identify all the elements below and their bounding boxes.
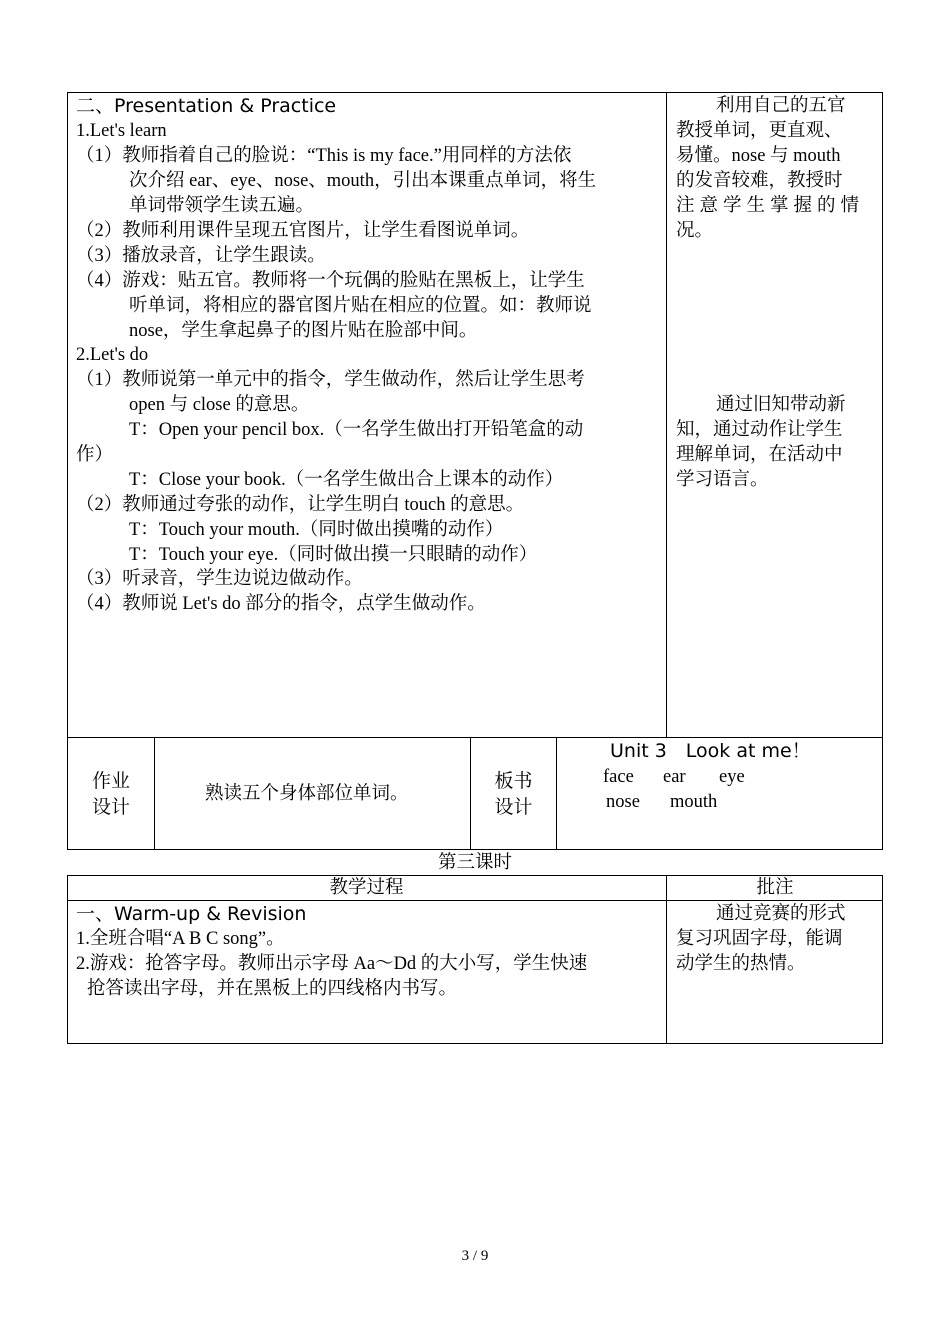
homework-label-line: 作业 — [91, 770, 130, 792]
note-line: 理解单词，在活动中 — [676, 445, 843, 465]
page-number: 3 / 9 — [461, 1248, 489, 1264]
board-label-line: 板书 — [494, 770, 533, 792]
note-line: 通过竞赛的形式 — [716, 904, 846, 924]
homework-divider-3 — [556, 737, 557, 850]
lesson3-line: 抢答读出字母，并在黑板上的四线格内书写。 — [87, 979, 458, 999]
note-line: 易懂。nose 与 mouth — [676, 146, 841, 166]
board-word: face — [603, 767, 634, 787]
lesson2-line: （1）教师说第一单元中的指令，学生做动作，然后让学生思考 — [76, 370, 585, 390]
lesson3-line: 2.游戏：抢答字母。教师出示字母 Aa～Dd 的大小写，学生快速 — [76, 954, 588, 974]
board-title: Unit 3 Look at me！ — [610, 740, 811, 762]
lesson2-line: （3）播放录音，让学生跟读。 — [76, 246, 326, 266]
note-line: 况。 — [676, 221, 714, 241]
board-label-line: 设计 — [494, 796, 533, 818]
lesson2-note-2 — [676, 393, 874, 493]
lesson3-note — [676, 902, 874, 977]
board-word: nose — [606, 792, 640, 812]
column-header-notes: 批注 — [756, 877, 794, 898]
lesson2-note-1 — [676, 94, 874, 244]
note-line: 教授单词，更直观、 — [676, 121, 843, 141]
note-line: 复习巩固字母，能调 — [676, 929, 843, 949]
lesson2-line: （3）听录音，学生边说边做动作。 — [76, 569, 363, 589]
lesson2-line: T：Touch your eye.（同时做出摸一只眼睛的动作） — [129, 545, 538, 565]
lesson3-title: 第三课时 — [437, 852, 512, 873]
lesson2-line: 2.Let's do — [76, 345, 149, 365]
lesson2-line: 单词带领学生读五遍。 — [129, 196, 315, 216]
board-label — [471, 768, 556, 820]
lesson2-line: （2）教师通过夸张的动作，让学生明白 touch 的意思。 — [76, 495, 525, 515]
lesson2-line: T：Touch your mouth.（同时做出摸嘴的动作） — [129, 520, 504, 540]
lesson2-line: T：Open your pencil box.（一名学生做出打开铅笔盒的动 — [129, 420, 584, 440]
lesson3-line: 1.全班合唱“A B C song”。 — [76, 929, 285, 949]
note-line: 动学生的热情。 — [676, 954, 806, 974]
lesson2-column-divider — [666, 92, 667, 738]
note-line: 注意学生掌握的情 — [676, 196, 865, 216]
column-header-process: 教学过程 — [329, 877, 404, 898]
homework-divider-1 — [154, 737, 155, 850]
lesson3-heading: 一、Warm-up & Revision — [76, 903, 307, 925]
lesson2-line: （4）游戏：贴五官。教师将一个玩偶的脸贴在黑板上，让学生 — [76, 271, 585, 291]
board-word: ear — [663, 767, 686, 787]
lesson2-line: 1.Let's learn — [76, 121, 167, 141]
lesson2-heading: 二、Presentation & Practice — [76, 95, 337, 117]
homework-content: 熟读五个身体部位单词。 — [205, 784, 409, 804]
homework-label — [68, 768, 154, 820]
lesson2-line: 作） — [76, 445, 114, 465]
lesson2-line: （2）教师利用课件呈现五官图片，让学生看图说单词。 — [76, 221, 530, 241]
board-word: eye — [719, 767, 745, 787]
lesson2-line: open 与 close 的意思。 — [129, 395, 310, 415]
lesson2-line: 听单词，将相应的器官图片贴在相应的位置。如：教师说 — [129, 296, 592, 316]
note-line: 利用自己的五官 — [716, 96, 846, 116]
lesson3-header-divider — [67, 900, 883, 901]
note-line: 知，通过动作让学生 — [676, 420, 843, 440]
lesson2-line: （1）教师指着自己的脸说：“This is my face.”用同样的方法依 — [76, 146, 572, 166]
lesson2-line: T：Close your book.（一名学生做出合上课本的动作） — [129, 470, 564, 490]
note-line: 学习语言。 — [676, 470, 769, 490]
lesson2-line: （4）教师说 Let's do 部分的指令，点学生做动作。 — [76, 594, 486, 614]
homework-label-line: 设计 — [91, 796, 130, 818]
homework-row-divider — [67, 737, 883, 738]
note-line: 通过旧知带动新 — [716, 395, 846, 415]
lesson2-line: nose，学生拿起鼻子的图片贴在脸部中间。 — [129, 321, 478, 341]
lesson2-line: 次介绍 ear、eye、nose、mouth，引出本课重点单词，将生 — [129, 171, 597, 191]
note-line: 的发音较难，教授时 — [676, 171, 843, 191]
board-word: mouth — [670, 792, 718, 812]
